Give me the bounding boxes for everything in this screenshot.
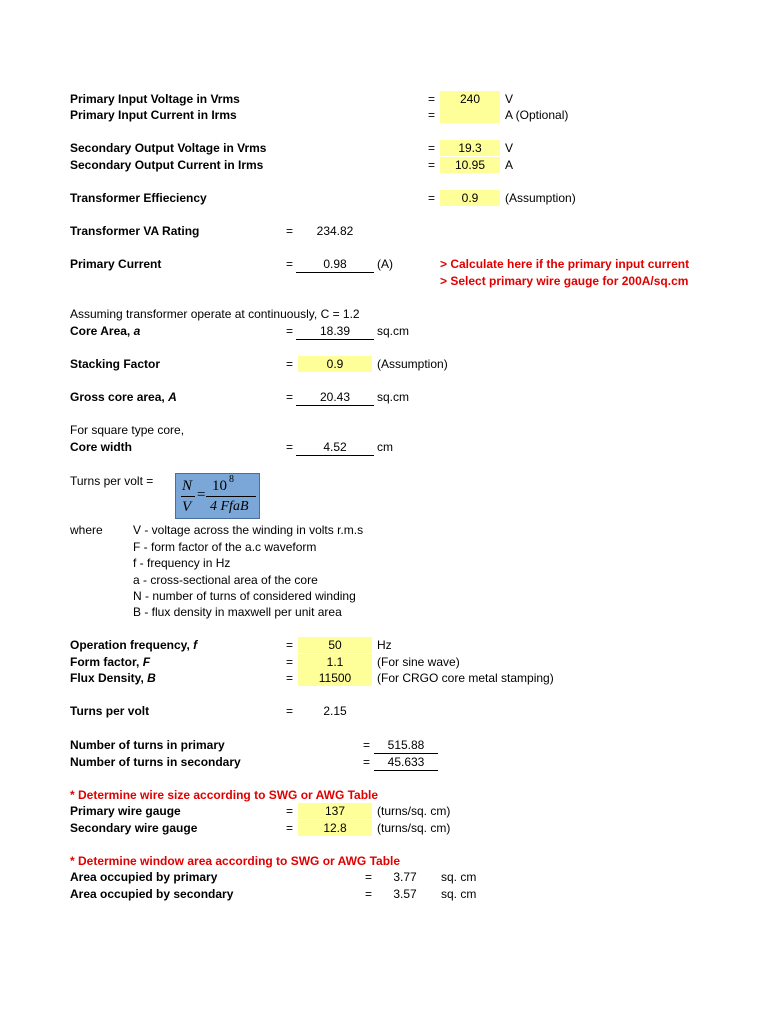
gross-core-area-label: Gross core area, A [70,390,177,404]
primary-current-unit: (A) [377,257,393,271]
operation-frequency-input[interactable]: 50 [298,637,372,653]
primary-input-current-label: Primary Input Current in Irms [70,108,237,122]
equals-sign: = [286,324,294,338]
flux-density-label: Flux Density, B [70,671,156,685]
secondary-output-current-unit: A [505,158,514,172]
turns-secondary-value: 45.633 [374,754,438,771]
va-rating-value: 234.82 [316,224,354,238]
gross-core-area-value: 20.43 [296,389,374,406]
primary-input-current-input[interactable] [440,107,500,123]
where-item: a - cross-sectional area of the core [133,573,318,587]
equals-sign: = [286,224,294,238]
efficiency-label: Transformer Effieciency [70,191,207,205]
equals-sign: = [286,655,294,669]
wire-size-note: * Determine wire size according to SWG or AWG Table [70,788,379,802]
primary-wire-gauge-unit: (turns/sq. cm) [377,804,451,818]
equals-sign: = [365,870,373,884]
operation-frequency-label: Operation frequency, f [70,638,198,652]
area-secondary-value: 3.57 [393,887,417,901]
equals-sign: = [365,887,373,901]
equals-sign: = [428,108,436,122]
secondary-output-current-label: Secondary Output Current in Irms [70,158,264,172]
flux-density-unit: (For CRGO core metal stamping) [377,671,554,685]
equals-sign: = [286,357,294,371]
turns-per-volt-value: 2.15 [323,704,347,718]
notes-clip [440,256,768,290]
secondary-output-voltage-label: Secondary Output Voltage in Vrms [70,141,267,155]
window-area-note: * Determine window area according to SWG or AWG Table [70,854,401,868]
stacking-factor-input[interactable]: 0.9 [298,356,372,372]
stacking-factor-unit: (Assumption) [377,357,448,371]
assumption-text: Assuming transformer operate at continuously, C = 1.2 [70,307,360,321]
core-width-value: 4.52 [296,439,374,456]
efficiency-input[interactable]: 0.9 [440,190,500,206]
where-item: V - voltage across the winding in volts r.m.s [133,523,364,537]
equals-sign: = [286,804,294,818]
formula-n: N [182,478,193,494]
note-select-primary-gauge: > Select primary wire gauge for 200A/sq.cm [440,274,689,288]
turns-per-volt-formula-label: Turns per volt = [70,474,154,488]
where-item: f - frequency in Hz [133,556,231,570]
formula-fraction-line [181,496,195,497]
equals-sign: = [286,390,294,404]
turns-per-volt-label: Turns per volt [70,704,150,718]
primary-current-label: Primary Current [70,257,162,271]
primary-current-value: 0.98 [296,256,374,273]
equals-sign: = [286,821,294,835]
efficiency-unit: (Assumption) [505,191,576,205]
secondary-wire-gauge-unit: (turns/sq. cm) [377,821,451,835]
equals-sign: = [363,738,371,752]
core-area-label: Core Area, a [70,324,141,338]
area-secondary-label: Area occupied by secondary [70,887,234,901]
form-factor-unit: (For sine wave) [377,655,460,669]
where-item: F - form factor of the a.c waveform [133,540,317,554]
primary-input-voltage-label: Primary Input Voltage in Vrms [70,92,240,106]
where-label: where [70,523,103,537]
square-core-text: For square type core, [70,423,185,437]
stacking-factor-label: Stacking Factor [70,357,161,371]
core-width-unit: cm [377,440,393,454]
form-factor-label: Form factor, F [70,655,151,669]
formula-v: V [182,499,192,515]
equals-sign: = [286,671,294,685]
area-primary-label: Area occupied by primary [70,870,218,884]
note-calculate-primary-current: > Calculate here if the primary input current [440,257,690,271]
primary-input-voltage-input[interactable]: 240 [440,91,500,107]
primary-input-voltage-unit: V [505,92,514,106]
area-secondary-unit: sq. cm [441,887,477,901]
equals-sign: = [428,158,436,172]
equals-sign: = [286,440,294,454]
equals-sign: = [428,141,436,155]
secondary-output-voltage-input[interactable]: 19.3 [440,140,500,156]
turns-secondary-label: Number of turns in secondary [70,755,241,769]
formula-equals: = [197,487,206,503]
gross-core-area-unit: sq.cm [377,390,410,404]
operation-frequency-unit: Hz [377,638,392,652]
equals-sign: = [286,638,294,652]
secondary-output-current-input[interactable]: 10.95 [440,157,500,173]
area-primary-unit: sq. cm [441,870,477,884]
area-primary-value: 3.77 [393,870,417,884]
turns-primary-value: 515.88 [374,737,438,754]
secondary-output-voltage-unit: V [505,141,514,155]
core-area-value: 18.39 [296,323,374,340]
formula-denominator: 4 FfaB [210,499,249,514]
primary-input-current-unit: A (Optional) [505,108,569,122]
va-rating-label: Transformer VA Rating [70,224,200,238]
primary-wire-gauge-input[interactable]: 137 [298,803,372,819]
secondary-wire-gauge-input[interactable]: 12.8 [298,820,372,836]
formula-exponent: 8 [229,474,234,485]
equals-sign: = [428,92,436,106]
turns-per-volt-formula [175,473,260,519]
equals-sign: = [428,191,436,205]
where-item: N - number of turns of considered winding [133,589,356,603]
core-width-label: Core width [70,440,132,454]
equals-sign: = [363,755,371,769]
primary-wire-gauge-label: Primary wire gauge [70,804,181,818]
equals-sign: = [286,704,294,718]
where-item: B - flux density in maxwell per unit area [133,605,342,619]
formula-numerator: 10 [212,478,227,494]
core-area-unit: sq.cm [377,324,410,338]
form-factor-input[interactable]: 1.1 [298,654,372,670]
turns-primary-label: Number of turns in primary [70,738,225,752]
formula-fraction-line [206,496,256,497]
secondary-wire-gauge-label: Secondary wire gauge [70,821,198,835]
equals-sign: = [286,257,294,271]
flux-density-input[interactable]: 11500 [298,670,372,686]
